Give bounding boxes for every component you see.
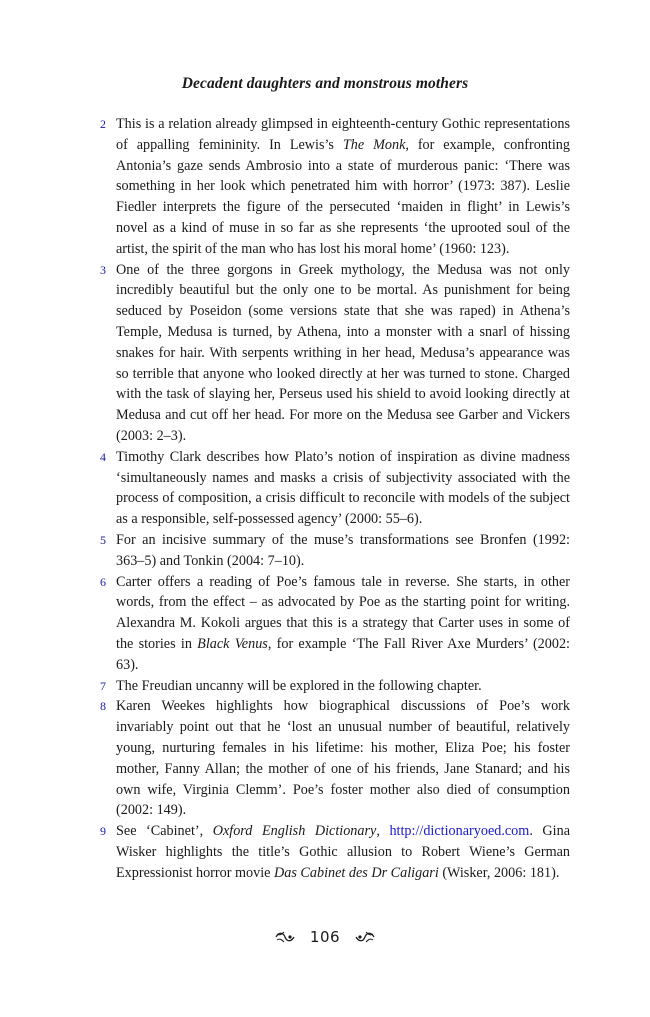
text-run: Karen Weekes highlights how biographical discussions of Poe’s work invariably point out that he ‘lost an unusual number of beautiful, relatively young, nurturing females in his lifetime: his mother, Eliza Poe; his foster mother, Fanny Allan; the mother of one of his friends, Jane Stanard; and his own wife, Virginia Clemm’. Poe’s foster mother also died of consumption (2002: 149). bbox=[116, 698, 570, 819]
endnotes-list bbox=[100, 114, 570, 883]
text-run: For an incisive summary of the muse’s transformations see Bronfen (1992: 363–5) and Tonkin (2004: 7–10). bbox=[116, 531, 570, 569]
text-run: See ‘Cabinet’, bbox=[116, 823, 213, 840]
text-run: One of the three gorgons in Greek mythology, the Medusa was not only incredibly beautiful but the only one to be mortal. As punishment for being seduced by Poseidon (some versions state that she was raped) in Athena’s Temple, Medusa is turned, by Athena, into a monster with a snarl of hissing snakes for hair. With serpents writhing in her head, Medusa’s appearance was so terrible that anyone who looked directly at her was turned to stone. Charged with the task of slaying her, Perseus used his shield to avoid looking directly at Medusa and cut off her head. For more on the Medusa see Garber and Vickers (2003: 2–3). bbox=[116, 261, 570, 444]
italic-title: The Monk bbox=[342, 136, 406, 153]
endnote-text bbox=[116, 532, 570, 569]
endnote-item bbox=[100, 676, 570, 697]
endnote-text bbox=[116, 262, 570, 444]
page-footer bbox=[0, 928, 650, 946]
running-header: Decadent daughters and monstrous mothers bbox=[181, 75, 469, 92]
endnote-text bbox=[116, 823, 570, 881]
text-run: Timothy Clark describes how Plato’s notion of inspiration as divine madness ‘simultaneously names and masks a crisis of subjectivity associated with the process of composition, a crisis difficult to reconcile with models of the subject as a responsible, self-possessed agency’ (2000: 55–6). bbox=[116, 448, 570, 528]
page-number: 106 bbox=[309, 928, 341, 946]
reference-link[interactable]: http://dictionaryoed.com bbox=[389, 823, 530, 840]
endnote-item bbox=[100, 447, 570, 530]
italic-title: Black Venus bbox=[197, 635, 268, 652]
endnote-number: 6 bbox=[100, 574, 106, 589]
text-run: , for example, confronting Antonia’s gaze sends Ambrosio into a state of murderous panic: ‘There was something in her look which penetrated him with horror’ (1973: 387). Leslie Fiedler interprets the figure of the persecuted ‘maiden in flight’ in Lewis’s novel as a kind of muse in so far as she represents ‘the uprooted soul of the artist, the spirit of the man who has lost his moral home’ (1960: 123). bbox=[116, 136, 570, 257]
fleuron-icon bbox=[354, 930, 376, 944]
endnote-number: 7 bbox=[100, 678, 106, 693]
text-run: , bbox=[376, 823, 390, 840]
endnote-number: 8 bbox=[100, 699, 106, 714]
italic-title: Oxford English Dictionary bbox=[212, 823, 377, 840]
endnote-text bbox=[116, 678, 482, 694]
text-run: This is a relation already glimpsed in eighteenth-century Gothic representations of appalling femininity. In Lewis’s bbox=[116, 116, 570, 153]
endnote-item bbox=[100, 572, 570, 676]
text-run: Carter offers a reading of Poe’s famous tale in reverse. She starts, in other words, from the effect – as advocated by Poe as the starting point for writing. Alexandra M. Kokoli argues that this is a strategy that Carter uses in some of the stories in bbox=[116, 573, 570, 652]
fleuron-icon bbox=[274, 930, 296, 944]
endnote-item bbox=[100, 821, 570, 883]
endnote-number: 3 bbox=[100, 262, 106, 277]
endnote-number: 4 bbox=[100, 449, 106, 464]
text-run: (Wisker, 2006: 181). bbox=[438, 864, 560, 881]
endnote-text bbox=[116, 574, 570, 673]
text-run: . Gina Wisker highlights the title’s Gothic allusion to Robert Wiene’s German Expressionist horror movie bbox=[116, 823, 570, 881]
endnote-number: 9 bbox=[100, 824, 106, 839]
italic-title: Das Cabinet des Dr Caligari bbox=[274, 864, 439, 881]
endnote-text bbox=[116, 449, 570, 527]
text-run: The Freudian uncanny will be explored in the following chapter. bbox=[116, 677, 482, 694]
endnote-item bbox=[100, 696, 570, 821]
endnote-item bbox=[100, 530, 570, 572]
endnote-item bbox=[100, 260, 570, 447]
endnote-item bbox=[100, 114, 570, 260]
endnote-number: 2 bbox=[100, 117, 106, 131]
endnote-number: 5 bbox=[100, 532, 106, 547]
endnote-text bbox=[116, 116, 570, 257]
text-run: , for example ‘The Fall River Axe Murders’ (2002: 63). bbox=[116, 635, 570, 673]
endnote-text bbox=[116, 698, 570, 818]
